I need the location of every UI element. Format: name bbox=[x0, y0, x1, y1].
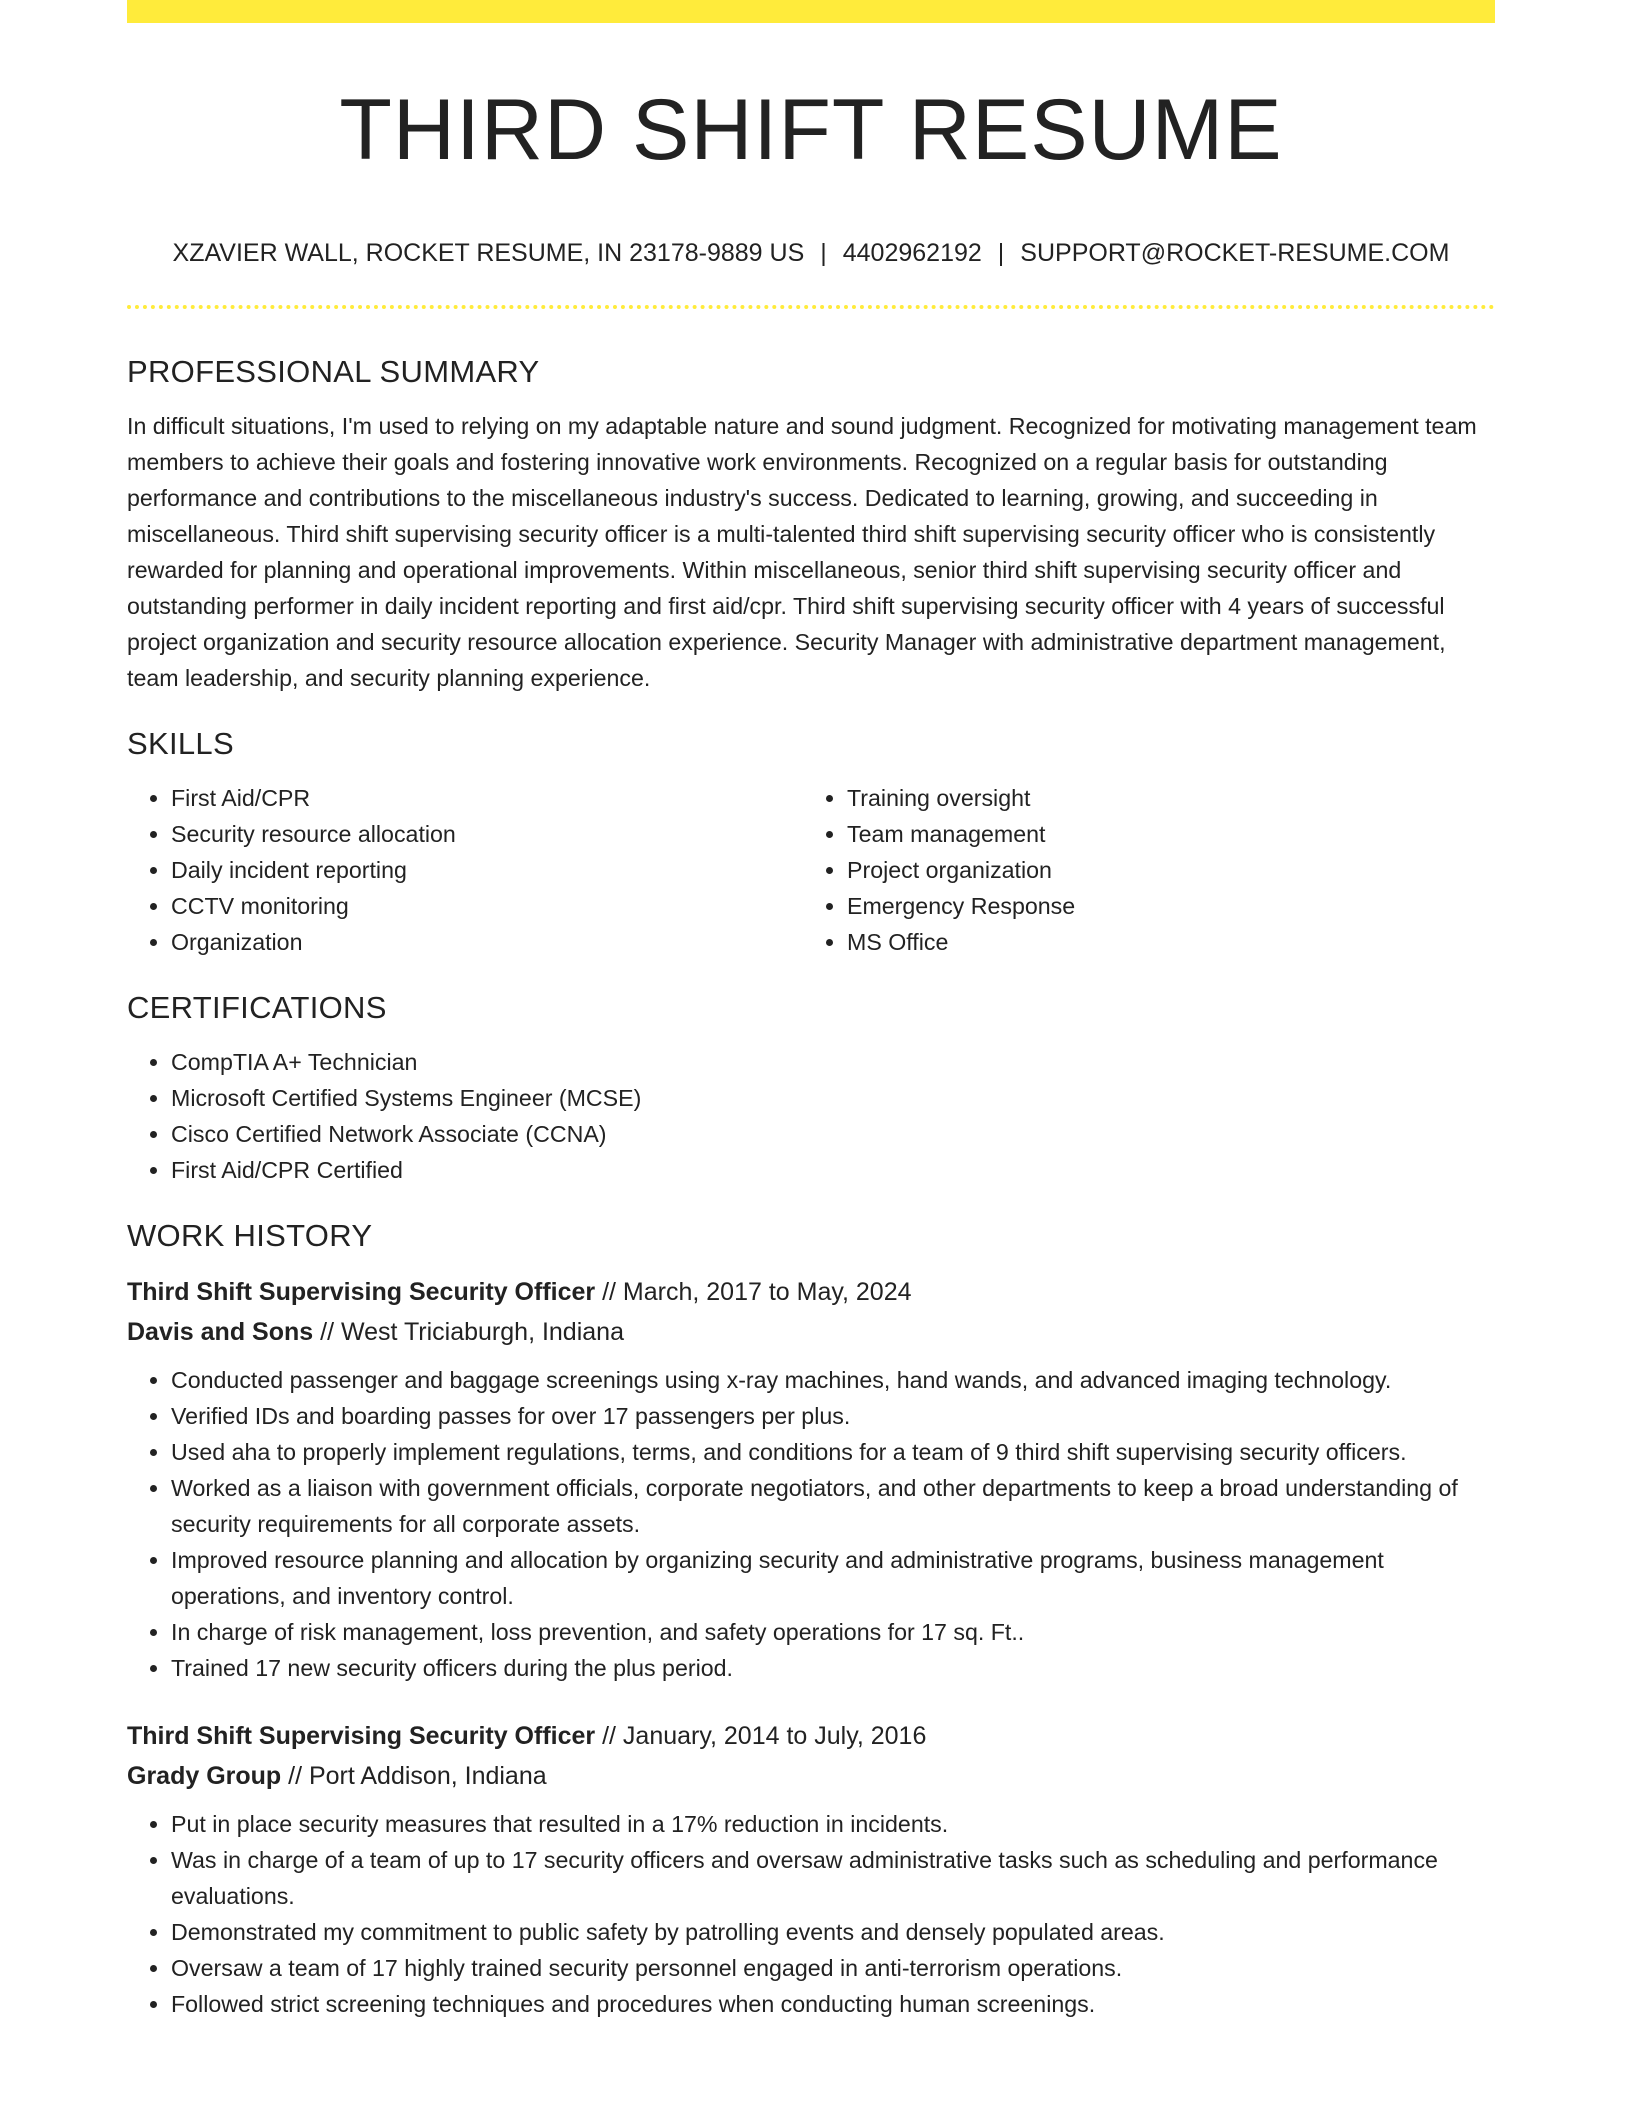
skill-item: • Project organization bbox=[847, 852, 1495, 888]
contact-separator: | bbox=[997, 239, 1005, 267]
skills-section bbox=[127, 722, 1495, 960]
job-title-line bbox=[127, 1272, 1495, 1312]
job-bullet: • Oversaw a team of 17 highly trained security personnel engaged in anti-terrorism operations. bbox=[171, 1950, 1495, 1986]
skill-item: • CCTV monitoring bbox=[171, 888, 811, 924]
certification-item: • First Aid/CPR Certified bbox=[171, 1152, 1495, 1188]
job-bullets bbox=[127, 1362, 1495, 1686]
contact-email: SUPPORT@ROCKET-RESUME.COM bbox=[1020, 239, 1450, 267]
resume-content bbox=[127, 350, 1495, 2052]
job-company: Grady Group bbox=[127, 1762, 282, 1790]
job-bullet: • In charge of risk management, loss prevention, and safety operations for 17 sq. Ft.. bbox=[171, 1614, 1495, 1650]
job-company-line bbox=[127, 1312, 1495, 1352]
contact-line bbox=[127, 236, 1495, 270]
job-dates: // January, 2014 to July, 2016 bbox=[595, 1722, 927, 1750]
certifications-list bbox=[127, 1044, 1495, 1188]
skills-list-left bbox=[127, 780, 811, 960]
skill-item: • Organization bbox=[171, 924, 811, 960]
skill-item: • Team management bbox=[847, 816, 1495, 852]
job-bullet: • Followed strict screening techniques and procedures when conducting human screenings. bbox=[171, 1986, 1495, 2022]
certifications-section bbox=[127, 986, 1495, 1188]
work-history-section bbox=[127, 1214, 1495, 2022]
skill-item: • MS Office bbox=[847, 924, 1495, 960]
job-bullet: • Conducted passenger and baggage screenings using x-ray machines, hand wands, and advanced imaging technology. bbox=[171, 1362, 1495, 1398]
contact-separator: | bbox=[820, 239, 827, 267]
job-bullet: • Was in charge of a team of up to 17 security officers and oversaw administrative tasks such as scheduling and performance evaluations. bbox=[171, 1842, 1495, 1914]
job-title-line bbox=[127, 1716, 1495, 1756]
job-location: // Port Addison, Indiana bbox=[281, 1762, 547, 1790]
certification-item: • Microsoft Certified Systems Engineer (MCSE) bbox=[171, 1080, 1495, 1116]
summary-heading: PROFESSIONAL SUMMARY bbox=[127, 354, 540, 389]
skills-list-right bbox=[811, 780, 1495, 960]
job-bullets bbox=[127, 1806, 1495, 2022]
job-entry bbox=[127, 1716, 1495, 2022]
contact-address: XZAVIER WALL, ROCKET RESUME, IN 23178-9889 US bbox=[172, 239, 805, 267]
job-role: Third Shift Supervising Security Officer bbox=[127, 1722, 596, 1750]
job-company: Davis and Sons bbox=[127, 1318, 314, 1346]
work-history-heading: WORK HISTORY bbox=[127, 1218, 373, 1253]
job-bullet: • Used aha to properly implement regulations, terms, and conditions for a team of 9 third shift supervising security officers. bbox=[171, 1434, 1495, 1470]
resume-title: THIRD SHIFT RESUME bbox=[339, 82, 1283, 178]
certifications-heading: CERTIFICATIONS bbox=[127, 990, 387, 1025]
job-role: Third Shift Supervising Security Officer bbox=[127, 1278, 596, 1306]
summary-text: In difficult situations, I'm used to relying on my adaptable nature and sound judgment. Recognized for motivating management team members to achieve their goals and fostering innovative work environments. Recognized on a regular basis for outstanding performance and contributions to the miscellaneous industry's success. Dedicated to learning, growing, and succeeding in miscellaneous. Third shift supervising security officer is a multi-talented third shift supervising security officer who is consistently rewarded for planning and operational improvements. Within miscellaneous, senior third shift supervising security officer and outstanding performer in daily incident reporting and first aid/cpr. Third shift supervising security officer with 4 years of successful project organization and security resource allocation experience. Security Manager with administrative department management, team leadership, and security planning experience. bbox=[127, 413, 1477, 691]
job-bullet: • Worked as a liaison with government officials, corporate negotiators, and other departments to keep a broad understanding of security requirements for all corporate assets. bbox=[171, 1470, 1495, 1542]
job-dates: // March, 2017 to May, 2024 bbox=[595, 1278, 912, 1306]
job-bullet: • Trained 17 new security officers during the plus period. bbox=[171, 1650, 1495, 1686]
skill-item: • Training oversight bbox=[847, 780, 1495, 816]
job-bullet: • Put in place security measures that resulted in a 17% reduction in incidents. bbox=[171, 1806, 1495, 1842]
job-entry bbox=[127, 1272, 1495, 1686]
contact-phone: 4402962192 bbox=[842, 239, 982, 267]
skill-item: • First Aid/CPR bbox=[171, 780, 811, 816]
job-bullet: • Verified IDs and boarding passes for over 17 passengers per plus. bbox=[171, 1398, 1495, 1434]
skill-item: • Security resource allocation bbox=[171, 816, 811, 852]
skill-item: • Daily incident reporting bbox=[171, 852, 811, 888]
skills-heading: SKILLS bbox=[127, 726, 234, 761]
summary-section bbox=[127, 350, 1495, 696]
skill-item: • Emergency Response bbox=[847, 888, 1495, 924]
job-bullet: • Improved resource planning and allocation by organizing security and administrative programs, business management operations, and inventory control. bbox=[171, 1542, 1495, 1614]
certification-item: • CompTIA A+ Technician bbox=[171, 1044, 1495, 1080]
certification-item: • Cisco Certified Network Associate (CCNA) bbox=[171, 1116, 1495, 1152]
header-divider bbox=[127, 305, 1495, 309]
job-company-line bbox=[127, 1756, 1495, 1796]
job-location: // West Triciaburgh, Indiana bbox=[313, 1318, 624, 1346]
accent-bar bbox=[127, 0, 1495, 23]
skills-columns bbox=[127, 780, 1495, 960]
job-bullet: • Demonstrated my commitment to public safety by patrolling events and densely populated areas. bbox=[171, 1914, 1495, 1950]
